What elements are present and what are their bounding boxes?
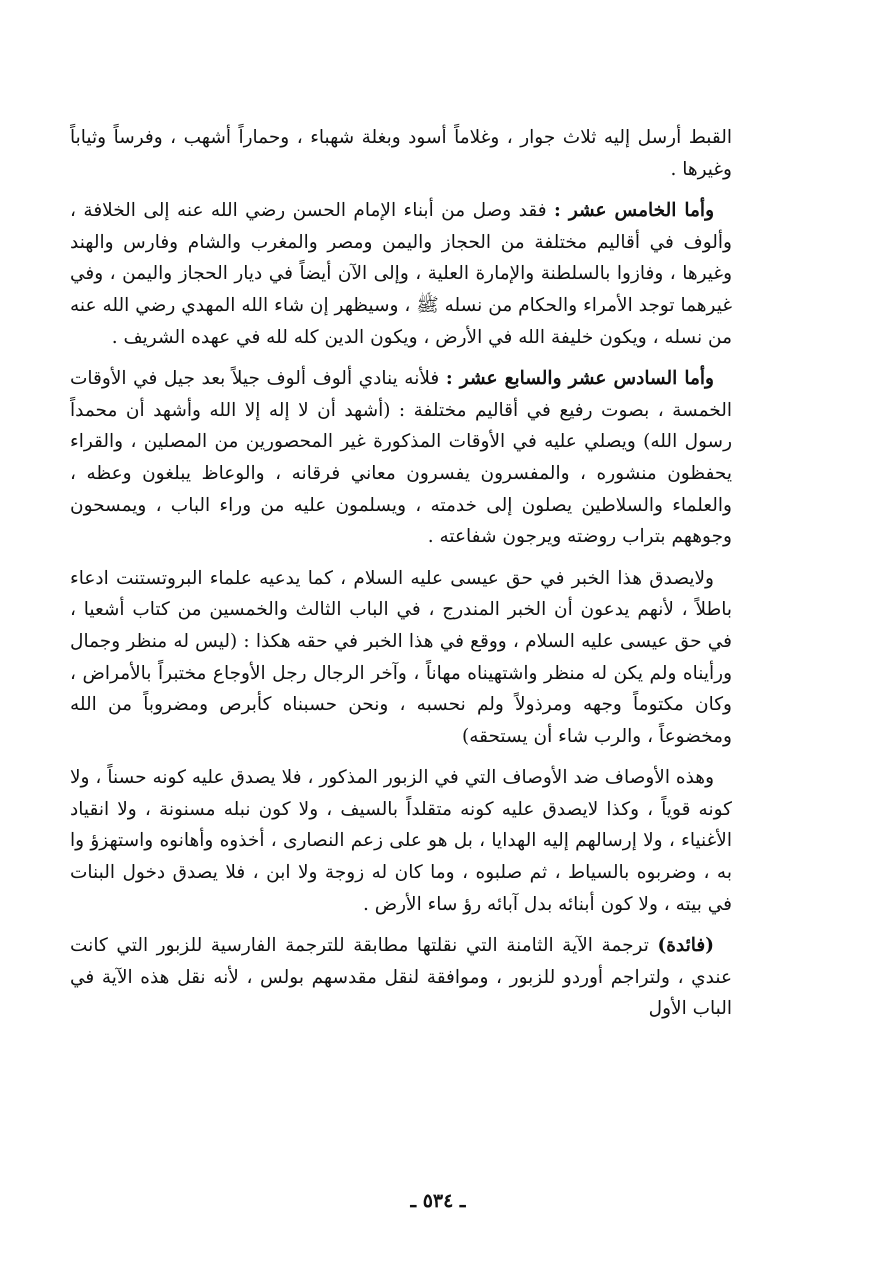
page-number: ـ ٥٣٤ ـ bbox=[410, 1190, 466, 1212]
paragraph-1-text: القبط أرسل إليه ثلاث جوار ، وغلاماً أسود وبغلة شهباء ، وحماراً أشهب ، وفرساً وثياباً وغيرها . bbox=[70, 127, 732, 180]
paragraph-6 bbox=[70, 930, 732, 1025]
page-body bbox=[70, 122, 732, 1025]
paragraph-4-text: ولايصدق هذا الخبر في حق عيسى عليه السلام ، كما يدعيه علماء البروتستنت ادعاء باطلاً ، لأنهم يدعون أن الخبر المندرج ، في الباب الثالث والخمسين من كتاب أشعيا ، في حق عيسى عليه السلام ، ووقع في هذا الخبر في حقه هكذا : (ليس له منظر وجمال ورأيناه ولم يكن له منظر واشتهيناه مهاناً ، وآخر الرجال رجل الأوجاع مختبراً بالأمراض ، وكان مكتوماً وجهه ومرذولاً ولم نحسبه ، ونحن حسبناه كأبرص ومضروباً من الله ومخضوعاً ، والرب شاء أن يستحقه) bbox=[70, 567, 732, 747]
paragraph-3-heading: وأما السادس عشر والسابع عشر : bbox=[445, 368, 714, 390]
paragraph-4 bbox=[70, 563, 732, 753]
paragraph-3 bbox=[70, 363, 732, 553]
paragraph-3-text: فلأنه ينادي ألوف ألوف جيلاً بعد جيل في الأوقات الخمسة ، بصوت رفيع في أقاليم مختلفة : (أشهد أن لا إله إلا الله وأشهد أن محمداً رسول الله) ويصلي عليه في الأوقات المذكورة غير المحصورين من المصلين ، والقراء يحفظون منشوره ، والمفسرون يفسرون معاني فرقانه ، والوعاظ يبلغون وعظه ، والعلماء والسلاطين يصلون إلى خدمته ، ويسلمون عليه من وراء الباب ، ويمسحون وجوههم بتراب روضته ويرجون شفاعته . bbox=[70, 368, 732, 548]
paragraph-5 bbox=[70, 762, 732, 920]
paragraph-2 bbox=[70, 195, 732, 353]
paragraph-6-heading: (فائدة) bbox=[657, 935, 714, 957]
paragraph-5-text: وهذه الأوصاف ضد الأوصاف التي في الزبور المذكور ، فلا يصدق عليه كونه حسناً ، ولا كونه قوياً ، وكذا لايصدق عليه كونه متقلداً بالسيف ، ولا كون نبله مسنونة ، ولا انقياد الأغنياء ، ولا إرسالهم إليه الهدايا ، بل هو على زعم النصارى ، أخذوه وأهانوه واستهزؤ وا به ، وضربوه بالسياط ، ثم صلبوه ، وما كان له زوجة ولا ابن ، فلا يصدق دخول البنات في بيته ، ولا كون أبنائه بدل آبائه رؤ ساء الأرض . bbox=[70, 767, 732, 915]
paragraph-2-text: فقد وصل من أبناء الإمام الحسن رضي الله عنه إلى الخلافة ، وألوف في أقاليم مختلفة من الحجاز واليمن ومصر والمغرب والشام وفارس والهند وغيرها ، وفازوا بالسلطنة والإمارة العلية ، وإلى الآن أيضاً في ديار الحجاز واليمن ، وفي غيرهما توجد الأمراء والحكام من نسله ﷺ ، وسيظهر إن شاء الله المهدي رضي الله عنه من نسله ، ويكون خليفة الله في الأرض ، ويكون الدين كله لله في عهده الشريف . bbox=[70, 200, 732, 348]
paragraph-2-heading: وأما الخامس عشر : bbox=[554, 200, 715, 222]
paragraph-1 bbox=[70, 122, 732, 185]
paragraph-6-text: ترجمة الآية الثامنة التي نقلتها مطابقة للترجمة الفارسية للزبور التي كانت عندي ، ولتراجم أوردو للزبور ، وموافقة لنقل مقدسهم بولس ، لأنه نقل هذه الآية في الباب الأول bbox=[70, 935, 732, 1020]
